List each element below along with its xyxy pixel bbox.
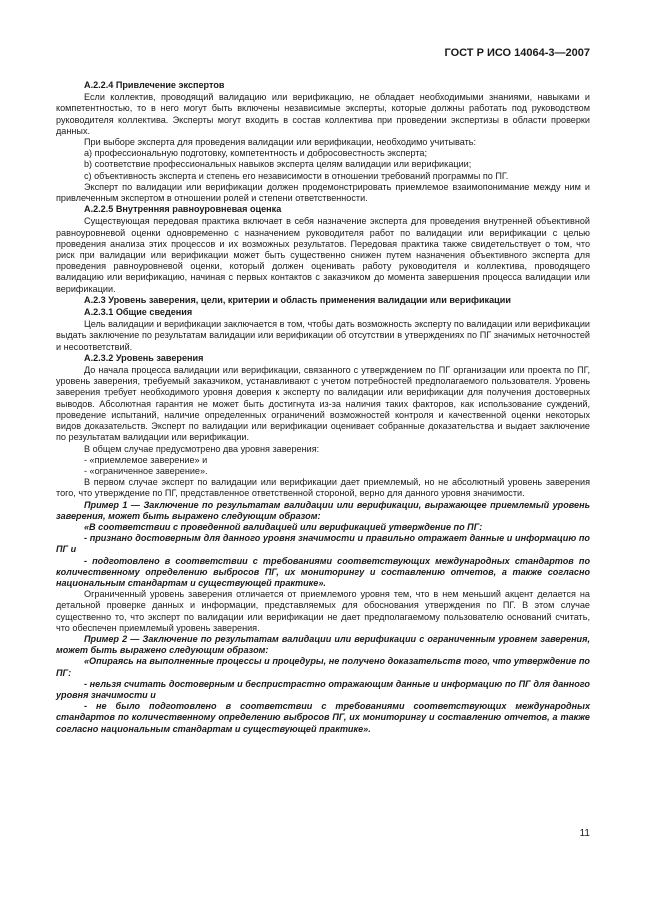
paragraph: Цель валидации и верификации заключается в том, чтобы дать возможность эксперту по валидации или верификации выдать заключение по результатам валидации или верификации об отсутствии в утверждениях по ПГ значимых неточностей и несоответствий. [56,319,590,352]
list-item: а) профессиональную подготовку, компетентность и добросовестность эксперта; [84,148,427,159]
paragraph: До начала процесса валидации или верификации, связанного с утверждением по ПГ организации или проекта по ПГ, уровень заверения, требуемый заказчиком, устанавливают с учетом потребностей предполагаемого пользователя. Уровень заверения требует необходимого уровня доверия к эксперту по валидации или верификации для получения достоверных выводов. Абсолютная гарантия не может быть достигнута из-за наличия таких факторов, как использование суждений, проведение испытаний, наличие определенных ограничений возможностей контроля и качественной оценки некоторых видов доказательств. Эксперт по валидации или верификации оценивает собранные доказательства и выдает заключение по результатам валидации или верификации. [56,365,590,443]
section-heading: А.2.2.4 Привлечение экспертов [84,80,225,90]
example-text: «Опираясь на выполненные процессы и процедуры, не получено доказательств того, что утверждение по ПГ: [56,656,590,678]
list-item: - «приемлемое заверение» и [84,454,208,465]
example-text: Пример 1 — Заключение по результатам валидации или верификации, выражающее приемлемый уровень заверения, может быть выражено следующим образом: [56,499,590,521]
list-item: с) объективность эксперта и степень его независимости в отношении требований программы по ПГ. [84,170,509,181]
paragraph: Эксперт по валидации или верификации должен продемонстрировать приемлемое взаимопонимание между ним и привлеченным экспертом в отношении ролей и степени ответственности. [56,181,590,204]
paragraph: Если коллектив, проводящий валидацию или верификацию, не обладает необходимыми знаниями, навыками и компетентностью, то в него могут быть включены независимые эксперты, которые должны работать под руководством руководителя коллектива. Эксперты могут входить в состав коллектива при проведении экспертизы в области проверки данных. [56,92,590,136]
section-heading: А.2.3.1 Общие сведения [84,307,193,318]
example-text: - нельзя считать достоверным и беспристрастно отражающим данные и информацию по ПГ для данного уровня значимости и [56,678,590,700]
paragraph: Ограниченный уровень заверения отличается от приемлемого уровня тем, что в нем меньший акцент делается на детальной проверке данных и информации, представляемых для обоснования утверждения по ПГ. В этом случае существенно то, что эксперт по валидации или верификации не дает предполагаемому пользователю оснований считать, что обеспечен приемлемый уровень заверения. [56,589,590,633]
paragraph: При выборе эксперта для проведения валидации или верификации, необходимо учитывать: [84,137,477,148]
example-text: - не было подготовлено в соответствии с требованиями соответствующих международных стандартов по количественному определению выбросов ПГ, их мониторингу и составлению отчетов, а также согласно национальным стандартам и существующей практике». [56,701,590,734]
example-text: - признано достоверным для данного уровня значимости и правильно отражает данные и информацию по ПГ и [56,533,590,555]
document-standard-header: ГОСТ Р ИСО 14064-3—2007 [444,47,590,59]
example-text: Пример 2 — Заключение по результатам валидации или верификации с ограниченным уровнем заверения, может быть выражено следующим образом: [56,633,590,656]
section-heading: А.2.3.2 Уровень заверения [84,352,204,363]
section-heading: А.2.3 Уровень заверения, цели, критерии и область применения валидации или верификации [84,294,511,305]
section-heading: А.2.2.5 Внутренняя равноуровневая оценка [84,204,282,215]
paragraph: В общем случае предусмотрено два уровня заверения: [84,443,320,454]
paragraph: В первом случае эксперт по валидации или верификации дает приемлемый, но не абсолютный уровень заверения того, что утверждение по ПГ, представленное ответственной стороной, верно для данного уровня значимости. [56,477,590,499]
list-item: - «ограниченное заверение». [84,465,208,476]
paragraph: Существующая передовая практика включает в себя назначение эксперта для проведения внутренней объективной равноуровневой оценки одновременно с назначением руководителя работ по валидации или верификации с целью проведения анализа этих процессов и их возможных результатов. Передовая практика также свидетельствует о том, что риск при валидации или верификации может быть существенно снижен путем назначения объективного эксперта для проведения равноуровневой оценки, который должен оценивать работу руководителя и коллектива, проводящего валидацию или верификацию, начиная с первых контактов с заказчиком до момента завершения процесса валидации или верификации. [56,216,590,294]
list-item: b) соответствие профессиональных навыков эксперта целям валидации или верификации; [84,159,472,170]
example-text: - подготовлено в соответствии с требованиями соответствующих международных стандартов по количественному определению выбросов ПГ, их мониторингу и составлению отчетов, а также согласно национальным стандартам и существующей практике». [56,555,590,588]
page-number: 11 [579,828,590,839]
example-text: «В соответствии с проведенной валидацией или верификацией утверждение по ПГ: [84,521,483,532]
document-body [56,80,590,735]
